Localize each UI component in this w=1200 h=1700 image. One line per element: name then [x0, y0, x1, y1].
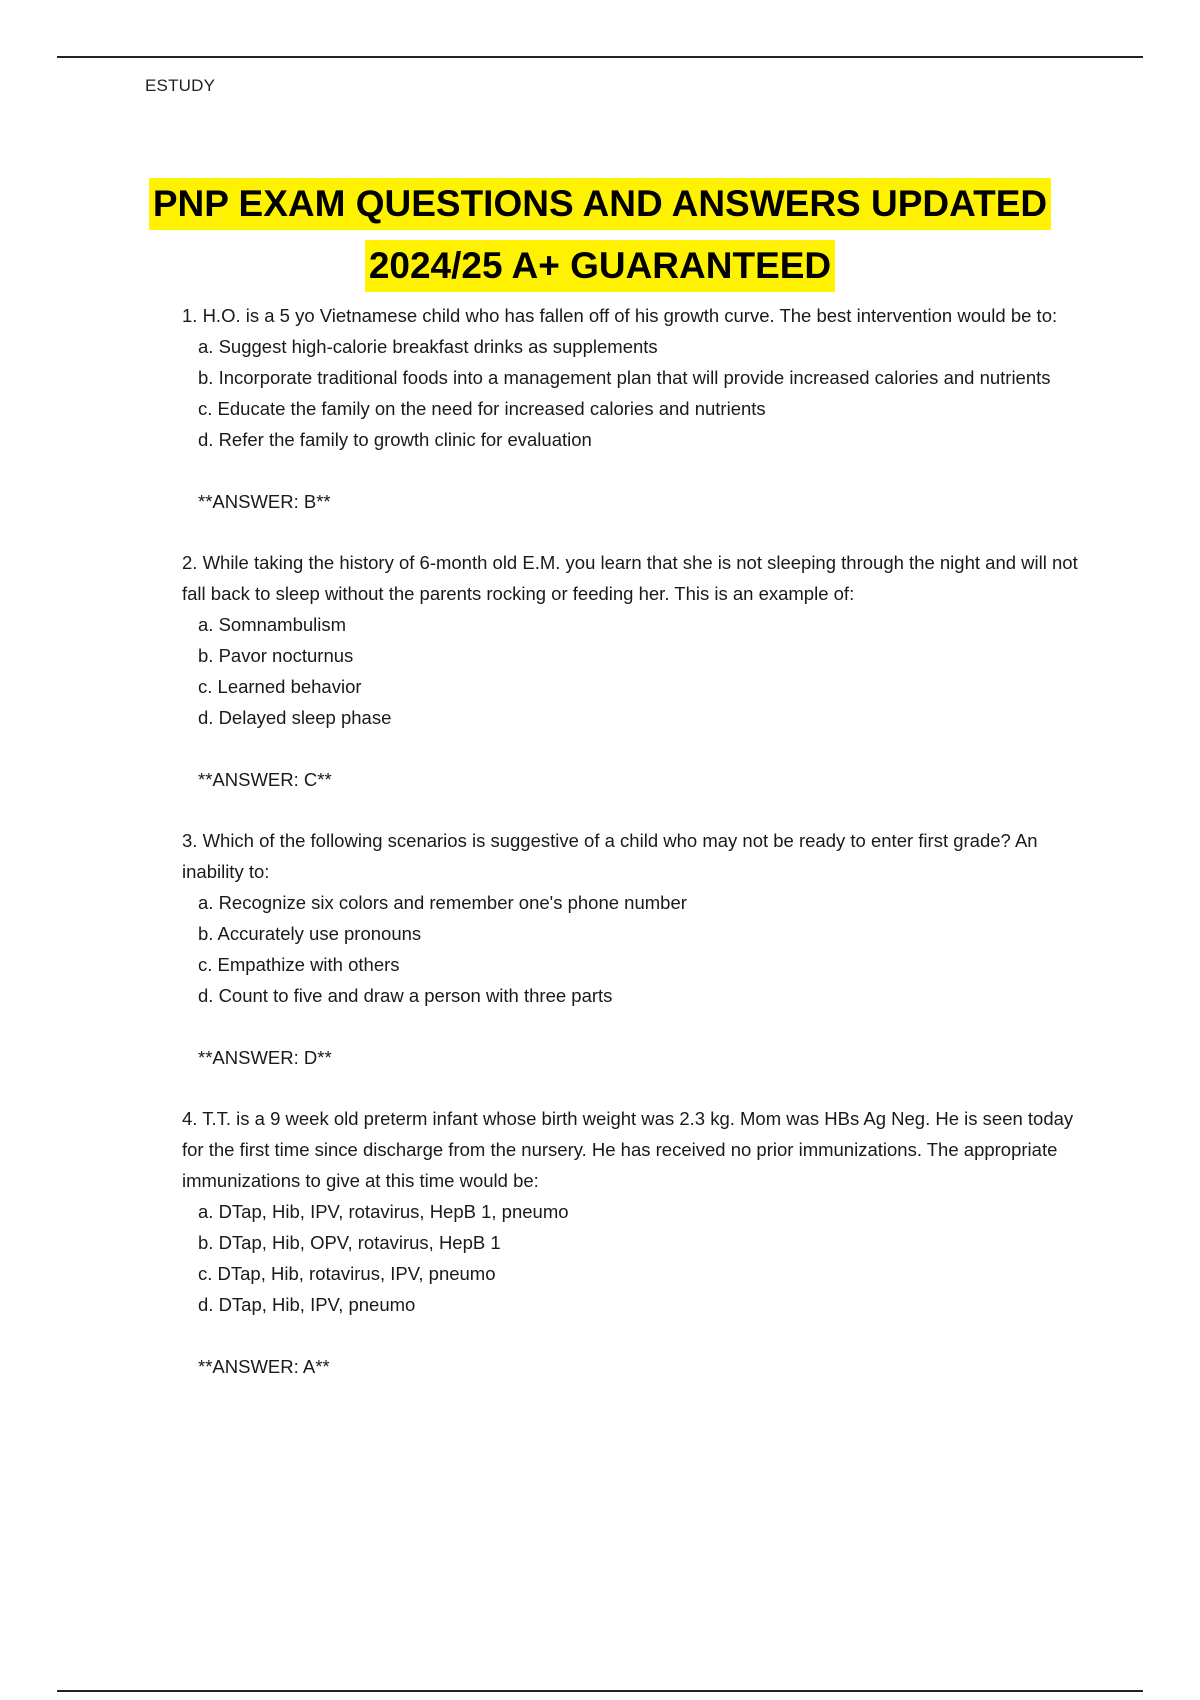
answer-text: **ANSWER: B** [198, 491, 331, 512]
option-a: a. DTap, Hib, IPV, rotavirus, HepB 1, pneumo [198, 1201, 569, 1222]
question-text: 2. While taking the history of 6-month old E.M. you learn that she is not sleeping through the night and will not fall back to sleep without the parents rocking or feeding her. This is an example of: [182, 552, 1078, 604]
option-d: d. Delayed sleep phase [198, 707, 392, 728]
option-b: b. Accurately use pronouns [198, 923, 422, 944]
option-a: a. Suggest high-calorie breakfast drinks as supplements [198, 336, 658, 357]
question-text: 4. T.T. is a 9 week old preterm infant whose birth weight was 2.3 kg. Mom was HBs Ag Neg. He is seen today for the first time since discharge from the nursery. He has received no prior immunizations. The appropriate immunizations to give at this time would be: [182, 1108, 1074, 1191]
question-1 [182, 300, 1082, 517]
question-3 [182, 825, 1082, 1073]
option-b: b. DTap, Hib, OPV, rotavirus, HepB 1 [198, 1232, 501, 1253]
header-rule [57, 56, 1143, 58]
option-d: d. Refer the family to growth clinic for evaluation [198, 429, 592, 450]
question-text: 1. H.O. is a 5 yo Vietnamese child who has fallen off of his growth curve. The best intervention would be to: [182, 305, 1058, 326]
option-c: c. Educate the family on the need for increased calories and nutrients [198, 398, 766, 419]
footer-rule [57, 1690, 1143, 1692]
title-line-1: PNP EXAM QUESTIONS AND ANSWERS UPDATED [149, 178, 1051, 230]
option-d: d. DTap, Hib, IPV, pneumo [198, 1294, 416, 1315]
question-4 [182, 1103, 1082, 1382]
option-c: c. DTap, Hib, rotavirus, IPV, pneumo [198, 1263, 496, 1284]
option-b: b. Incorporate traditional foods into a management plan that will provide increased calories and nutrients [198, 367, 1051, 388]
option-c: c. Empathize with others [198, 954, 400, 975]
option-d: d. Count to five and draw a person with three parts [198, 985, 613, 1006]
question-text: 3. Which of the following scenarios is suggestive of a child who may not be ready to enter first grade? An inability to: [182, 830, 1038, 882]
question-2 [182, 547, 1082, 795]
header-label: ESTUDY [145, 76, 216, 95]
title-line-2: 2024/25 A+ GUARANTEED [365, 240, 835, 292]
option-b: b. Pavor nocturnus [198, 645, 354, 666]
document-title [140, 178, 1060, 292]
answer-text: **ANSWER: C** [198, 769, 332, 790]
answer-text: **ANSWER: A** [198, 1356, 330, 1377]
answer-text: **ANSWER: D** [198, 1047, 332, 1068]
option-a: a. Recognize six colors and remember one's phone number [198, 892, 687, 913]
questions-list [182, 300, 1082, 1412]
option-c: c. Learned behavior [198, 676, 362, 697]
option-a: a. Somnambulism [198, 614, 347, 635]
